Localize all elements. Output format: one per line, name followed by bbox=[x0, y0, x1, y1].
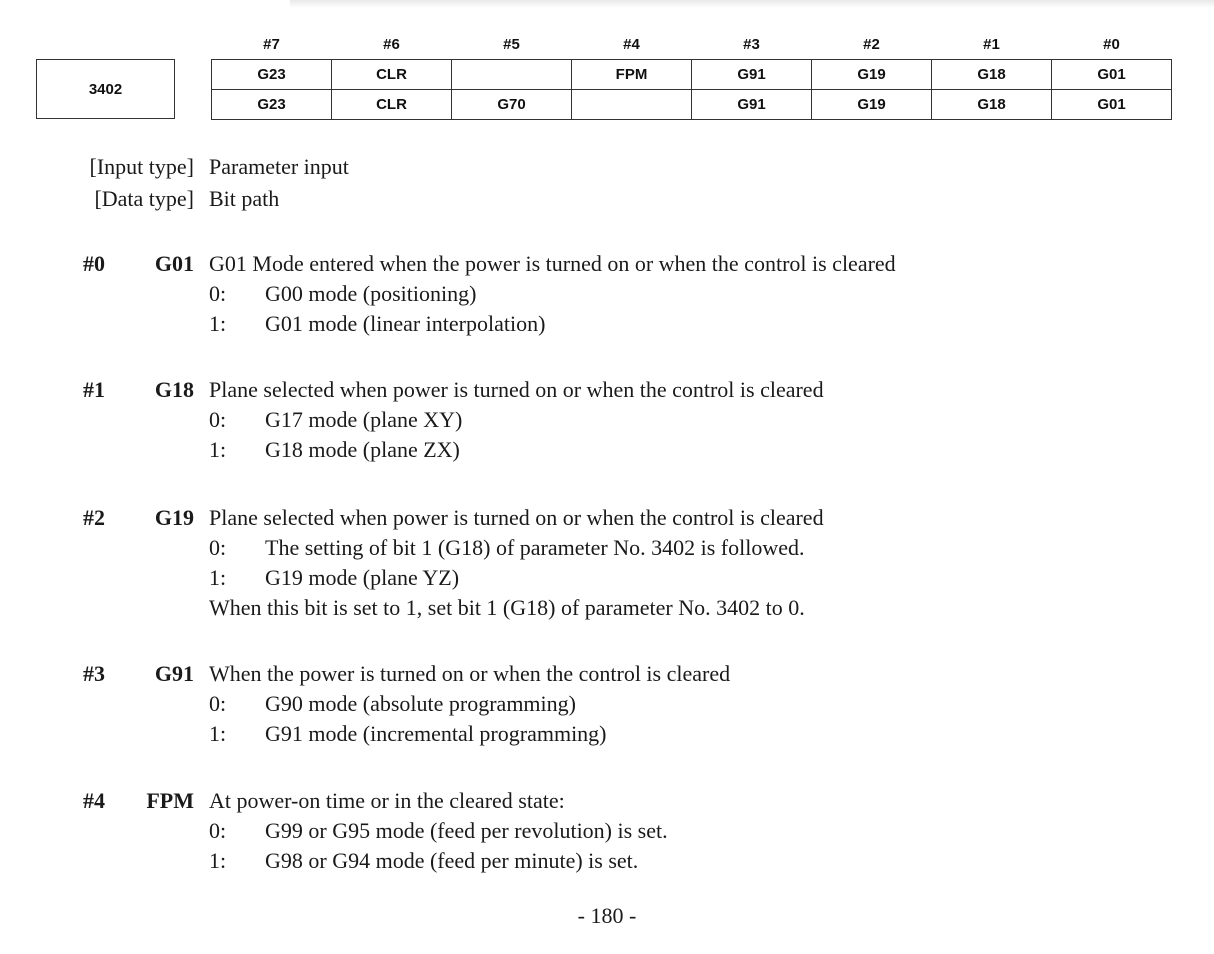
input-type-value: Parameter input bbox=[209, 154, 349, 179]
option-text: G18 mode (plane ZX) bbox=[265, 437, 460, 462]
option-text: G00 mode (positioning) bbox=[265, 281, 477, 306]
bit-symbol: G01 bbox=[154, 251, 194, 276]
bit-symbol: G91 bbox=[154, 661, 194, 686]
bit-symbol: G18 bbox=[154, 377, 194, 402]
input-type-label: [Input type] bbox=[89, 154, 194, 179]
parameter-number: 3402 bbox=[88, 80, 123, 98]
bit-header: #6 bbox=[383, 35, 400, 53]
bit-header-row bbox=[212, 30, 1172, 59]
bit-cell bbox=[452, 59, 572, 89]
bit-number: #2 bbox=[83, 505, 105, 530]
option-key: 0: bbox=[209, 818, 227, 843]
bit-cell: G23 bbox=[212, 89, 332, 119]
option-key: 0: bbox=[209, 691, 227, 716]
bit-description: When the power is turned on or when the control is cleared bbox=[209, 661, 731, 686]
bit-cell: G01 bbox=[1052, 59, 1172, 89]
bit-number: #0 bbox=[83, 251, 105, 276]
parameter-bit-table bbox=[211, 30, 1172, 120]
option-key: 0: bbox=[209, 535, 227, 560]
option-text: G98 or G94 mode (feed per minute) is set. bbox=[265, 848, 639, 873]
option-key: 1: bbox=[209, 565, 227, 590]
option-key: 0: bbox=[209, 407, 227, 432]
bit-description: G01 Mode entered when the power is turned on or when the control is cleared bbox=[209, 251, 896, 276]
bit-number: #3 bbox=[83, 661, 105, 686]
bit-cell bbox=[572, 89, 692, 119]
bit-description: Plane selected when power is turned on or when the control is cleared bbox=[209, 505, 824, 530]
option-text: G90 mode (absolute programming) bbox=[265, 691, 576, 716]
bit-cell: CLR bbox=[332, 89, 452, 119]
option-key: 1: bbox=[209, 311, 227, 336]
bit-header: #5 bbox=[503, 35, 520, 53]
bit-section-3 bbox=[0, 661, 1214, 751]
option-text: G91 mode (incremental programming) bbox=[265, 721, 607, 746]
bit-note: When this bit is set to 1, set bit 1 (G18) of parameter No. 3402 to 0. bbox=[209, 595, 805, 620]
bit-header: #1 bbox=[983, 35, 1000, 53]
bit-symbol: FPM bbox=[146, 788, 194, 813]
bit-cell: G18 bbox=[932, 59, 1052, 89]
option-key: 1: bbox=[209, 437, 227, 462]
bit-header: #0 bbox=[1103, 35, 1120, 53]
bit-cell: G91 bbox=[692, 59, 812, 89]
top-shadow-bar bbox=[290, 0, 1214, 8]
bit-section-2 bbox=[0, 505, 1214, 625]
bit-header: #4 bbox=[623, 35, 640, 53]
option-key: 0: bbox=[209, 281, 227, 306]
bit-cell: G70 bbox=[452, 89, 572, 119]
bit-section-1 bbox=[0, 377, 1214, 467]
option-text: The setting of bit 1 (G18) of parameter No. 3402 is followed. bbox=[265, 535, 805, 560]
bit-description: Plane selected when power is turned on or when the control is cleared bbox=[209, 377, 824, 402]
bit-symbol: G19 bbox=[154, 505, 194, 530]
bit-cell: G91 bbox=[692, 89, 812, 119]
bit-row bbox=[212, 89, 1172, 119]
bit-section-4 bbox=[0, 788, 1214, 878]
option-text: G17 mode (plane XY) bbox=[265, 407, 463, 432]
bit-cell: G18 bbox=[932, 89, 1052, 119]
bit-header: #7 bbox=[263, 35, 280, 53]
option-key: 1: bbox=[209, 721, 227, 746]
option-key: 1: bbox=[209, 848, 227, 873]
bit-cell: CLR bbox=[332, 59, 452, 89]
bit-description: At power-on time or in the cleared state: bbox=[209, 788, 565, 813]
bit-section-0 bbox=[0, 251, 1214, 341]
option-text: G19 mode (plane YZ) bbox=[265, 565, 460, 590]
option-text: G99 or G95 mode (feed per revolution) is set. bbox=[265, 818, 668, 843]
bit-row bbox=[212, 59, 1172, 89]
data-type-value: Bit path bbox=[209, 186, 280, 211]
bit-cell: G23 bbox=[212, 59, 332, 89]
bit-cell: G19 bbox=[812, 59, 932, 89]
bit-header: #2 bbox=[863, 35, 880, 53]
bit-header: #3 bbox=[743, 35, 760, 53]
bit-number: #1 bbox=[83, 377, 105, 402]
bit-cell: FPM bbox=[572, 59, 692, 89]
bit-cell: G01 bbox=[1052, 89, 1172, 119]
page-number: - 180 - bbox=[577, 903, 637, 928]
bit-cell: G19 bbox=[812, 89, 932, 119]
option-text: G01 mode (linear interpolation) bbox=[265, 311, 546, 336]
bit-number: #4 bbox=[83, 788, 105, 813]
data-type-label: [Data type] bbox=[94, 186, 194, 211]
parameter-number-box bbox=[36, 59, 175, 119]
